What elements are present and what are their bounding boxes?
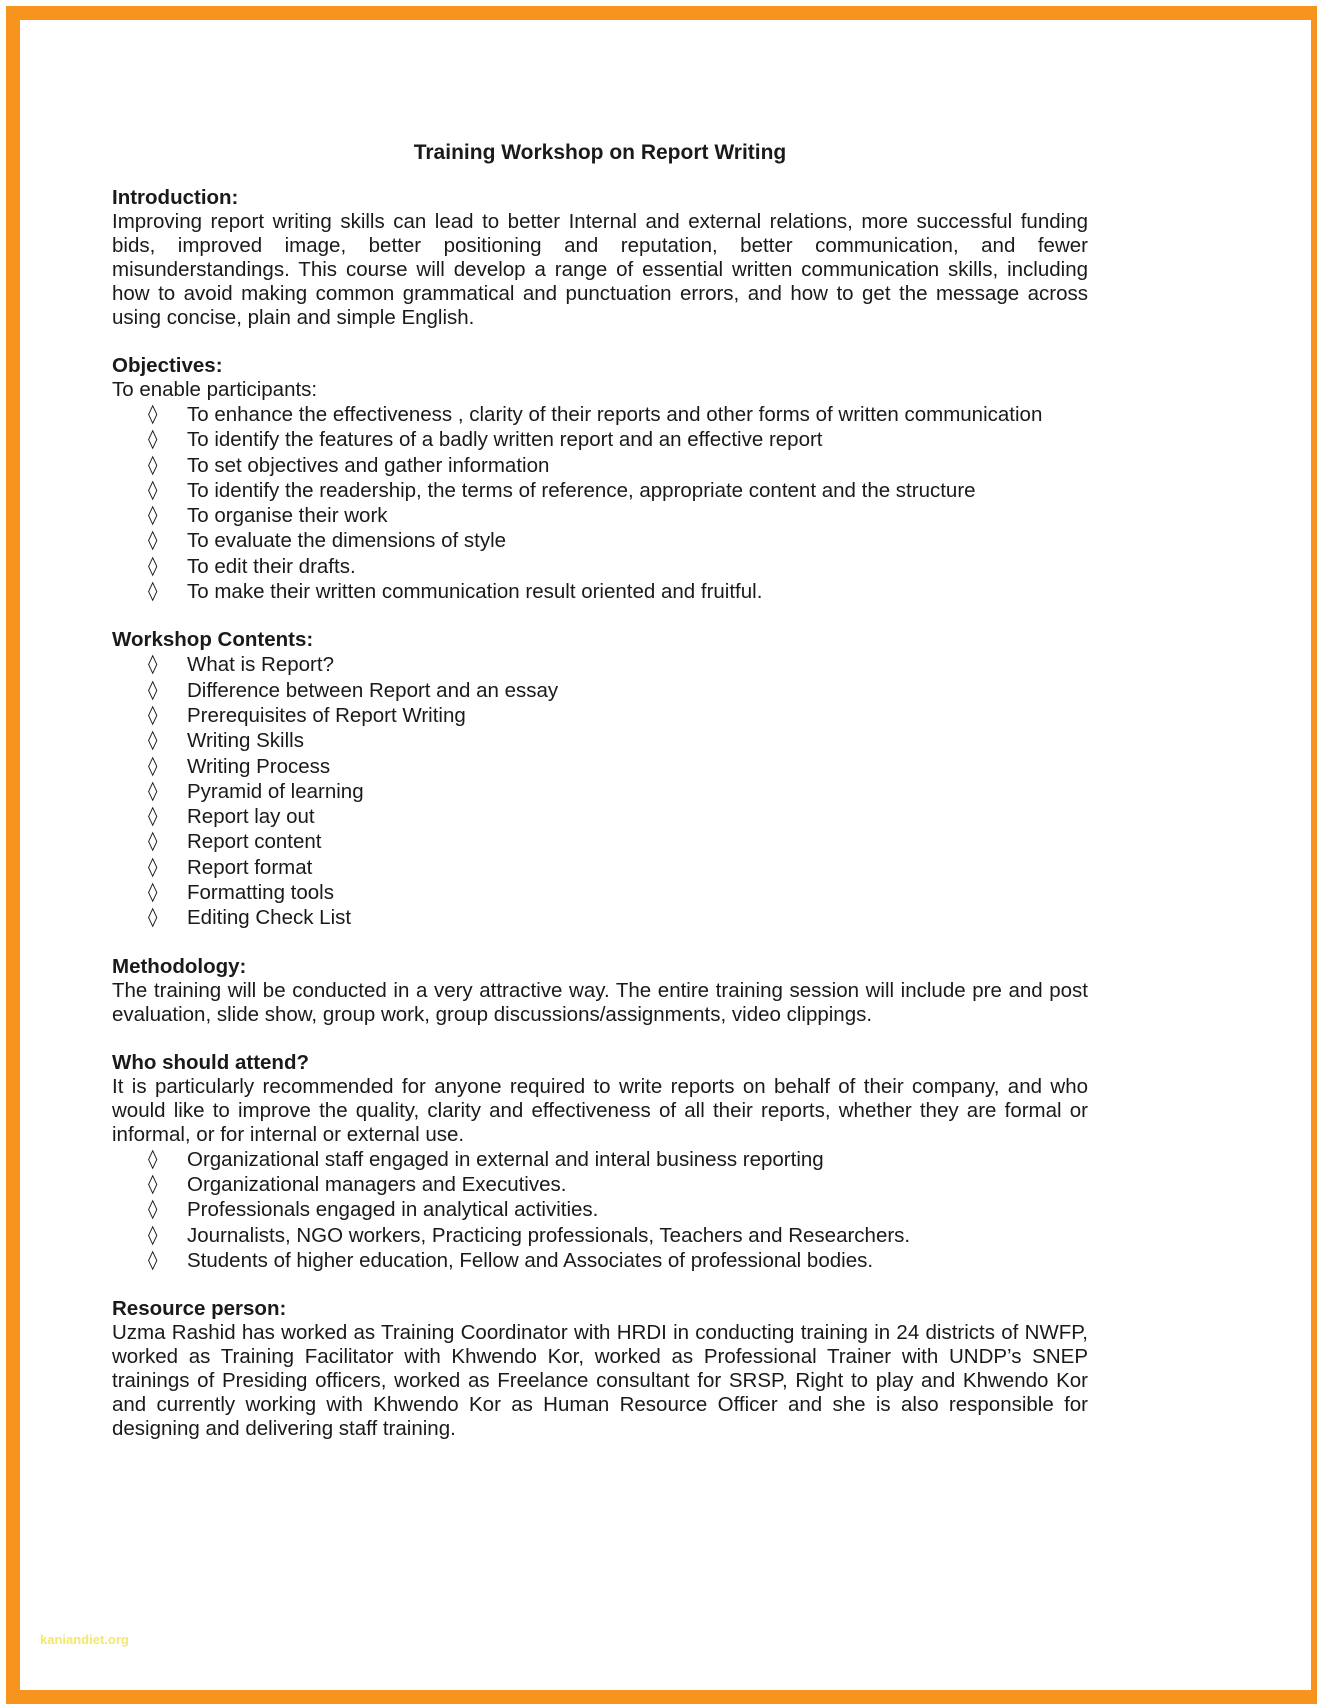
diamond-bullet-icon: ◊ <box>148 1198 158 1221</box>
list-item <box>112 779 1088 804</box>
methodology-section <box>112 955 1088 1027</box>
list-item <box>112 678 1088 703</box>
list-item <box>112 1248 1088 1273</box>
document-page <box>112 140 1088 1465</box>
objectives-section <box>112 354 1088 604</box>
diamond-bullet-icon: ◊ <box>148 703 158 726</box>
attendees-heading: Who should attend? <box>112 1050 309 1074</box>
objectives-lead: To enable participants: <box>112 378 318 401</box>
objectives-heading: Objectives: <box>112 354 223 377</box>
list-item <box>112 427 1088 452</box>
list-item-text: Writing Skills <box>187 729 304 753</box>
objectives-list <box>112 402 1088 604</box>
list-item <box>112 652 1088 677</box>
list-item-text: To make their written communication result oriented and fruitful. <box>187 580 763 604</box>
list-item-text: Students of higher education, Fellow and Associates of professional bodies. <box>187 1248 874 1272</box>
diamond-bullet-icon: ◊ <box>148 1223 158 1246</box>
list-item-text: To enhance the effectiveness , clarity of their reports and other forms of written communication <box>187 403 1043 426</box>
contents-heading: Workshop Contents: <box>112 628 314 652</box>
list-item-text: To edit their drafts. <box>187 554 356 578</box>
diamond-bullet-icon: ◊ <box>148 504 158 527</box>
introduction-text: Improving report writing skills can lead to better Internal and external relations, more successful funding bids, improved image, better positioning and reputation, better communication, and fewer misunderstandings. This course will develop a range of essential written communication skills, including how to avoid making common grammatical and punctuation errors, and how to get the message across using concise, plain and simple English. <box>112 210 1088 329</box>
resource-section <box>112 1297 1088 1441</box>
list-item-text: Organizational managers and Executives. <box>187 1172 567 1196</box>
list-item-text: To identify the features of a badly written report and an effective report <box>187 428 823 452</box>
list-item-text: Editing Check List <box>187 906 352 930</box>
methodology-text: The training will be conducted in a very attractive way. The entire training session will include pre and post evaluation, slide show, group work, group discussions/assignments, video clippings. <box>112 978 1088 1026</box>
list-item-text: Report lay out <box>187 805 315 829</box>
introduction-heading: Introduction: <box>112 186 239 209</box>
list-item <box>112 1147 1088 1172</box>
resource-heading: Resource person: <box>112 1297 287 1321</box>
diamond-bullet-icon: ◊ <box>148 779 158 802</box>
introduction-section <box>112 186 1088 330</box>
diamond-bullet-icon: ◊ <box>148 1172 158 1195</box>
list-item <box>112 453 1088 478</box>
list-item <box>112 503 1088 528</box>
list-item <box>112 528 1088 553</box>
attendees-list <box>112 1147 1088 1273</box>
list-item <box>112 829 1088 854</box>
list-item-text: Report format <box>187 855 313 879</box>
list-item-text: Writing Process <box>187 754 331 778</box>
diamond-bullet-icon: ◊ <box>148 830 158 853</box>
diamond-bullet-icon: ◊ <box>148 529 158 552</box>
list-item <box>112 880 1088 905</box>
list-item-text: Organizational staff engaged in external and interal business reporting <box>187 1147 824 1171</box>
list-item-text: Professionals engaged in analytical activities. <box>187 1198 599 1222</box>
list-item-text: To evaluate the dimensions of style <box>187 529 507 553</box>
diamond-bullet-icon: ◊ <box>148 805 158 828</box>
list-item <box>112 579 1088 604</box>
diamond-bullet-icon: ◊ <box>148 453 158 476</box>
list-item <box>112 804 1088 829</box>
diamond-bullet-icon: ◊ <box>148 754 158 777</box>
attendees-section <box>112 1051 1088 1273</box>
diamond-bullet-icon: ◊ <box>148 678 158 701</box>
diamond-bullet-icon: ◊ <box>148 580 158 603</box>
list-item <box>112 905 1088 930</box>
list-item-text: Difference between Report and an essay <box>187 678 559 702</box>
methodology-heading: Methodology: <box>112 954 247 978</box>
list-item <box>112 402 1088 427</box>
diamond-bullet-icon: ◊ <box>148 653 158 676</box>
contents-section <box>112 628 1088 930</box>
diamond-bullet-icon: ◊ <box>148 403 158 425</box>
diamond-bullet-icon: ◊ <box>148 554 158 577</box>
diamond-bullet-icon: ◊ <box>148 478 158 501</box>
document-title: Training Workshop on Report Writing <box>413 141 787 164</box>
list-item-text: What is Report? <box>187 653 334 677</box>
diamond-bullet-icon: ◊ <box>148 428 158 451</box>
diamond-bullet-icon: ◊ <box>148 855 158 878</box>
list-item-text: Report content <box>187 830 322 854</box>
list-item-text: To organise their work <box>187 504 388 528</box>
list-item-text: Formatting tools <box>187 881 334 905</box>
contents-list <box>112 652 1088 930</box>
attendees-text: It is particularly recommended for anyone required to write reports on behalf of their company, and who would like to improve the quality, clarity and effectiveness of all their reports, whether they are formal or informal, or for internal or external use. <box>112 1074 1088 1146</box>
list-item <box>112 1197 1088 1222</box>
list-item-text: To set objectives and gather information <box>187 453 550 477</box>
list-item <box>112 554 1088 579</box>
list-item <box>112 703 1088 728</box>
diamond-bullet-icon: ◊ <box>148 881 158 904</box>
list-item <box>112 1223 1088 1248</box>
list-item-text: Prerequisites of Report Writing <box>187 703 466 727</box>
list-item <box>112 478 1088 503</box>
list-item-text: Journalists, NGO workers, Practicing professionals, Teachers and Researchers. <box>187 1223 911 1247</box>
list-item <box>112 855 1088 880</box>
watermark: kaniandiet.org <box>40 1632 129 1647</box>
list-item <box>112 1172 1088 1197</box>
diamond-bullet-icon: ◊ <box>148 729 158 752</box>
resource-text: Uzma Rashid has worked as Training Coordinator with HRDI in conducting training in 24 districts of NWFP, worked as Training Facilitator with Khwendo Kor, worked as Professional Trainer with UNDP’s SNEP trainings of Presiding officers, worked as Freelance consultant for SRSP, Right to play and Khwendo Kor and currently working with Khwendo Kor as Human Resource Officer and she is also responsible for designing and delivering staff training. <box>112 1321 1088 1441</box>
diamond-bullet-icon: ◊ <box>148 906 158 929</box>
list-item <box>112 728 1088 753</box>
list-item-text: Pyramid of learning <box>187 779 364 803</box>
diamond-bullet-icon: ◊ <box>148 1147 158 1170</box>
list-item-text: To identify the readership, the terms of reference, appropriate content and the structure <box>187 478 976 502</box>
diamond-bullet-icon: ◊ <box>148 1248 158 1271</box>
list-item <box>112 754 1088 779</box>
